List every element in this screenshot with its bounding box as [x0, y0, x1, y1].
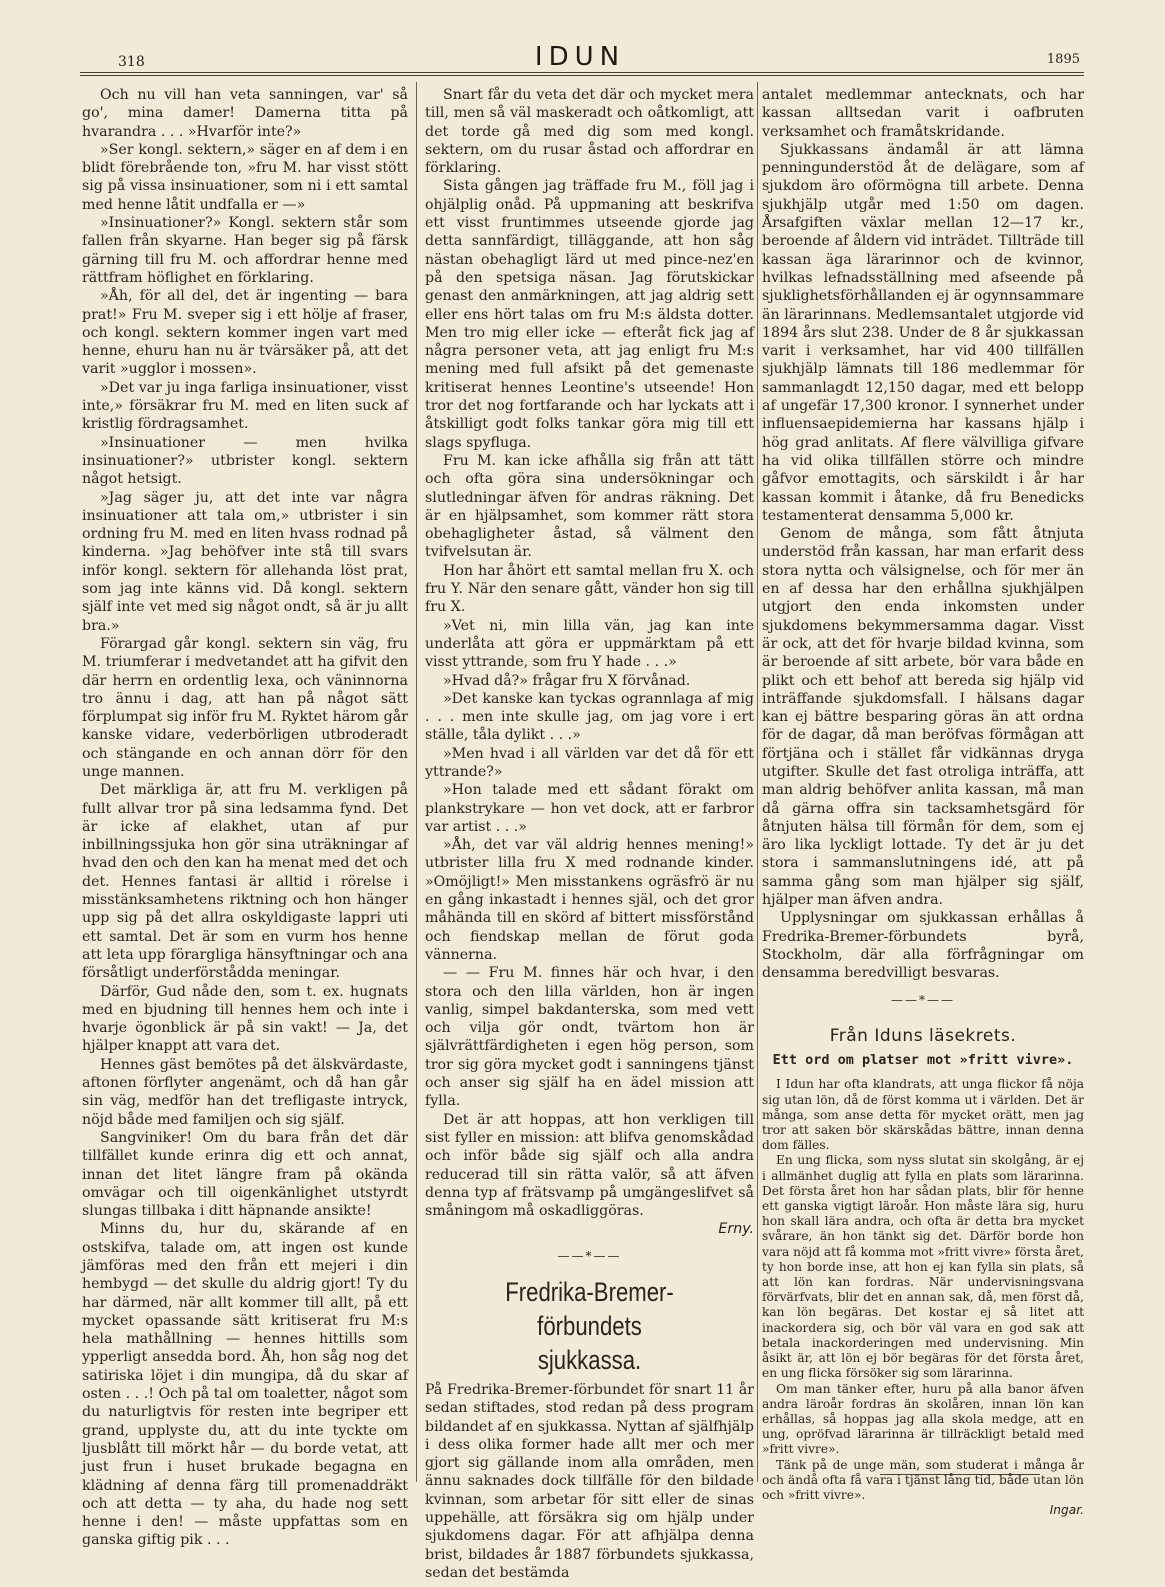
paragraph: »Men hvad i all världen var det då för ett yttrande?» [425, 745, 754, 780]
paragraph: Och nu vill han veta sanningen, var' så go', mina damer! Damerna titta på hvarandra . . . »Hvarför inte?» [82, 87, 408, 140]
paragraph: Fru M. kan icke afhålla sig från att tätt och ofta göra sina undersökningar och slutledningar äfven för andras räkning. Det är en hjälpsamhet, som kommer rätt stora obehagligheter åstad, så välment den tvifvelsutan är. [425, 452, 754, 561]
author-signature: Erny. [718, 1221, 754, 1238]
section-title-line-2: sjukkassa. [537, 1345, 642, 1375]
section-divider: ——*—— [891, 992, 955, 1007]
section-heading: Från Iduns läsekrets. [829, 1025, 1017, 1046]
paragraph: »Det var ju inga farliga insinuationer, visst inte,» försäkrar fru M. med en liten suck af kristlig fördragsamhet. [82, 379, 408, 433]
article-subheading: Ett ord om platser mot »fritt vivre». [772, 1052, 1074, 1069]
paragraph: Snart får du veta det där och mycket mera till, men så väl maskeradt och oåtkomligt, att det torde gå med dig som med kongl. sektern, om du rusar åstad och affordrar en förklaring. [425, 87, 754, 177]
column-divider-2 [757, 82, 758, 1482]
paragraph: Sangviniker! Om du bara från det där tillfället kunde erinra dig ett och annat, innan det litet längre fram på okända omvägar och till oigenkänlighet utstyrdt slungas tillbaka i ditt häpnande ansikte! [82, 1129, 408, 1220]
paragraph: »Jag säger ju, att det inte var några insinuationer att tala om,» utbrister i sin ordning fru M. med en liten hvass rodnad på kinderna. »Jag behöfver inte stå till svars inför kongl. sektern för allehanda löst prat, som jag inte känns vid. Då kongl. sektern själf inte vet med sig något ondt, så är ju allt bra.» [82, 489, 408, 634]
paragraph: »Insinuationer — men hvilka insinuationer?» utbrister kongl. sektern något hetsigt. [82, 434, 408, 488]
masthead-title: IDUN [534, 42, 626, 72]
section-title-line-1: Fredrika-Bremer-förbundets [505, 1277, 674, 1341]
paragraph: Hon har åhört ett samtal mellan fru X. och fru Y. När den senare gått, vänder hon sig till fru X. [425, 562, 754, 616]
paragraph: Upplysningar om sjukkassan erhållas å Fredrika-Bremer-förbundets byrå, Stockholm, där alla förfrågningar om densamma beredvilligt besvaras. [762, 910, 1084, 982]
paragraph: På Fredrika-Bremer-förbundet för snart 11 år sedan stiftades, stod redan på dess program bildandet af en sjukkassa. Nyttan af själfhjälp i dess olika former hade allt mer och mer gjort sig gällande inom alla områden, men ännu saknades dock tillfälle för den bildade kvinnan, som arbetar för sitt eller de sinas uppehälle, att försäkra sig om hjälp under sjukdomens dagar. För att afhjälpa denna brist, bildades år 1887 förbundets sjukkassa, sedan det bestämda [425, 1382, 754, 1581]
paragraph: Om man tänker efter, huru på alla banor äfven andra läroår fordras än skolåren, innan lön kan erhållas, så hoppas jag alla skola medge, att en ung, opröfvad lärarinna är tillräckligt betald med »fritt vivre». [762, 1381, 1084, 1457]
paragraph: Sjukkassans ändamål är att lämna penningunderstöd åt de delägare, som af sjukdom äro oförmögna till arbete. Denna sjukhjälp utgår med 1:50 om dagen. Årsafgiften växlar mellan 12—17 kr., beroende af åldern vid inträdet. Tillträde till kassan äga lärarinnor och de kvinnor, hvilkas lefnadsställning med afseende på sjuklighetsförhållanden ej är ogynnsammare än lärarinnans. Medlemsantalet utgjorde vid 1894 års slut 238. Under de 8 år sjukkassan varit i verksamhet, har vid 400 tillfällen sjukhjälp lämnats till 186 medlemmar för sammanlagdt 12,150 dagar, med ett belopp af ungefär 17,300 kronor. I synnerhet under influensaepidemierna har kassans hjälp i hög grad anlitats. Af flere välvilliga gifvare ha vid olika tillfällen större och mindre gåfvor emottagits, och särskildt i år har kassan kommit i åtanke, då fru Benedicks testamenterat densamma 5,000 kr. [762, 141, 1084, 524]
paragraph: Sista gången jag träffade fru M., föll jag i ohjälplig onåd. På uppmaning att beskrifva ett visst fruntimmes utseende gjorde jag detta sannfärdigt, tilläggande, att hon såg nästan obehagligt lärd ut med pince-nez'en på den spetsiga näsan. Jag förutskickar genast den anmärkningen, att jag aldrig sett eller ens hört talas om fru M:s äldsta dotter. Men tro mig eller icke — efteråt fick jag af några personer veta, att jag enligt fru M:s mening med full afsikt på det gemenaste kritiserat hennes Leontine's utseende! Hon tror det nog fortfarande och har lyckats att i åtskilligt godt folks tankar göra mig till ett slags spyfluga. [425, 178, 754, 451]
paragraph: Förargad går kongl. sektern sin väg, fru M. triumferar i medvetandet att ha gifvit den där herrn en ordentlig lexa, och väninnorna tro ännu i dag, att han på något sätt förplumpat sig inför fru M. Ryktet härom går kanske vidare, vederbörligen utbroderadt och stängande en och annan dörr för den unge mannen. [82, 635, 408, 780]
paragraph: »Vet ni, min lilla vän, jag kan inte underlåta att göra er uppmärktam på ett visst yttrande, som fru Y hade . . .» [425, 617, 754, 671]
issue-year: 1895 [1046, 52, 1080, 67]
page-number: 318 [118, 54, 145, 70]
paragraph: »Hvad då?» frågar fru X förvånad. [443, 672, 691, 689]
paragraph: Det är att hoppas, att hon verkligen till sist fyller en mission: att blifva genomskådad och inför både sig själf och alla andra reducerad till sin rätta valör, så att äfven denna typ af frätsvamp på umgängeslifvet så småningom må oskadliggöras. [425, 1111, 754, 1220]
paragraph: »Åh, för all del, det är ingenting — bara prat!» Fru M. sveper sig i ett hölje af fraser, och kongl. sektern kommer ingen vart med henne, ehuru han nu är tvärsäker på, att det varit »ugglor i mossen». [82, 288, 408, 378]
paragraph: En ung flicka, som nyss slutat sin skolgång, är ej i allmänhet duglig att fylla en plats som lärarinna. Det första året hon har sådan plats, blir för henne ett ganska vigtigt läroår. Hon måste lära sig, huru hon skall lära andra, och ofta är detta bra mycket svårare, än hon tänkt sig det. Därför borde hon vara nöjd att få komma mot »fritt vivre» första året, ty hon borde inse, att hon ej kan fylla sin plats, så att lön kan fordras. När undervisningsvana förvärfvats, blir det en annan sak, då, men först då, kan lön begäras. Det kostar ej så litet att inackordera sig, och bör väl vara en god sak att betala inackorderingen med undervisning. Min åsikt är, att lön ej bör begäras för det första året, en ung flicka försöker sig som lärarinna. [762, 1153, 1084, 1381]
section-divider: ——*—— [557, 1248, 622, 1263]
paragraph: »Åh, det var väl aldrig hennes mening!» utbrister lilla fru X med rodnande kinder. »Omöjligt!» Men misstankens ogräsfrö är nu en gång inkastadt i hennes själ, och det gror måhända till en skörd af bittert missförstånd och fiendskap mellan de förut goda vännerna. [425, 837, 754, 963]
paragraph: »Det kanske kan tyckas ogrannlaga af mig . . . men inte skulle jag, om jag vore i ert ställe, tåla dylikt . . .» [425, 690, 754, 744]
paragraph: antalet medlemmar antecknats, och har kassan alltsedan varit i oafbruten verksamhet och framåtskridande. [762, 87, 1084, 140]
header-rule [80, 72, 1084, 73]
end-rule [880, 1474, 1040, 1475]
paragraph: — — Fru M. finnes här och hvar, i den stora och den lilla världen, hon är ingen vanlig, simpel bakdanterska, som med vett och vilja gör ondt, tvärtom hon är självrättfärdigheten i egen hög person, som tror sig göra mycket godt i sanningens tjänst och anser sig själf ha en ädel mission att fylla. [425, 965, 754, 1110]
header-rule-secondary [80, 75, 1084, 76]
paragraph: Det märkliga är, att fru M. verkligen på fullt allvar tror på sina ledsamma fynd. Det är icke af elakhet, utan af pur inbillningssjuka hon gör sina uträkningar af hvad den och den kan ha menat med det och det. Hennes fantasi är alltid i rörelse i misstänksamhetens riktning och hon hänger upp sig på det allra oskyldigaste lappri uti ett samtal. Det är som en vurm hos henne att leta upp förargliga hänsyftningar och ana försåtligt underförstådda meningar. [82, 782, 408, 982]
paragraph: Genom de många, som fått åtnjuta understöd från kassan, har man erfarit dess stora nytta och välsignelse, och för mer än en af dessa har den erhållna sjukhjälpen utgjort den enda inkomsten under sjukdomens bekymmersamma dagar. Visst är ock, att det för hvarje bildad kvinna, som är beroende af sitt arbete, bör vara både en plikt och ett behof att bereda sig hjälp vid inträffande sjukdomsfall. I hälsans dagar kan ej bättre besparing göras än att ordna för de dagar, då man beröfvas förmågan att förtjäna och i stället får vidkännas dryga utgifter. Skulle det fast otroliga inträffa, att man aldrig behöfver anlita kassan, må man då gärna offra sin tacksamhetsgärd för åtnjuten hälsa till förmån för dem, som ej äro lika lyckligt lottade. Ty det är ju det stora i sammanslutningens idé, att på samma gång som man hjälper sig själf, hjälper man äfven andra. [762, 526, 1084, 909]
paragraph: Därför, Gud nåde den, som t. ex. hugnats med en bjudning till hennes hem och inte i hvarje ögonblick är på sin vakt! — Ja, det hjälper knappt att vara det. [82, 983, 408, 1055]
section-title [455, 1275, 725, 1377]
paragraph: »Ser kongl. sektern,» säger en af dem i en blidt förebrående ton, »fru M. har visst stött sig på vissa insinuationer, som ni i ett samtal med henne låtit undfalla er —» [82, 141, 408, 213]
column-1 [82, 86, 408, 1550]
reader-letter [762, 1077, 1084, 1518]
column-3 [762, 86, 1084, 1518]
paragraph: »Hon talade med ett sådant förakt om plankstrykare — hon vet dock, att er farbror var artist . . .» [425, 782, 754, 835]
paragraph: Minns du, hur du, skärande af en ostskifva, talade om, att ingen ost kunde jämföras med den från ett mejeri i din hembygd — det skulle du aldrig gjort! Ty du har därmed, när allt kommer till allt, på ett mycket opassande sätt kritiserat fru M:s hela mathållning — hennes hittills som ypperligt ansedda bord. Åh, hon såg nog det satiriska löjet i din mungipa, då du skar af osten . . .! Och på tal om toaletter, något som du naturligtvis för resten inte begriper ett grand, upplyste du, att du inte tyckte om ljusblått till mörkt hår — du borde vetat, att just frun i huset brukade begagna en klädning af denna färg till promenaddräkt och att detta — ty aha, du hade nog sett henne i den! — måste uppfattas som en ganska giftig pik . . . [82, 1221, 408, 1549]
paragraph: I Idun har ofta klandrats, att unga flickor få nöja sig utan lön, då de först komma ut i världen. Det är många, som anse detta för mycket orätt, men jag tror att saken bör skärskådas bättre, innan denna dom fälles. [762, 1077, 1084, 1153]
paragraph: Tänk på de unge män, som studerat i många år och ändå ofta få vara i tjänst lång tid, både utan lön och »fritt vivre». [762, 1457, 1084, 1502]
author-signature: Ingar. [1049, 1503, 1084, 1518]
page-header [80, 42, 1080, 72]
paragraph: »Insinuationer?» Kongl. sektern står som fallen från skyarne. Han beger sig på färsk gärning till fru M. och affordrar henne med rättfram höflighet en förklaring. [82, 215, 408, 286]
column-divider-1 [416, 82, 417, 1482]
paragraph: Hennes gäst bemötes på det älskvärdaste, aftonen förflyter angenämt, och då han går sin väg, medför han det trefligaste intryck, nöjd både med familjen och sig själf. [82, 1056, 408, 1128]
column-2 [425, 86, 754, 1582]
